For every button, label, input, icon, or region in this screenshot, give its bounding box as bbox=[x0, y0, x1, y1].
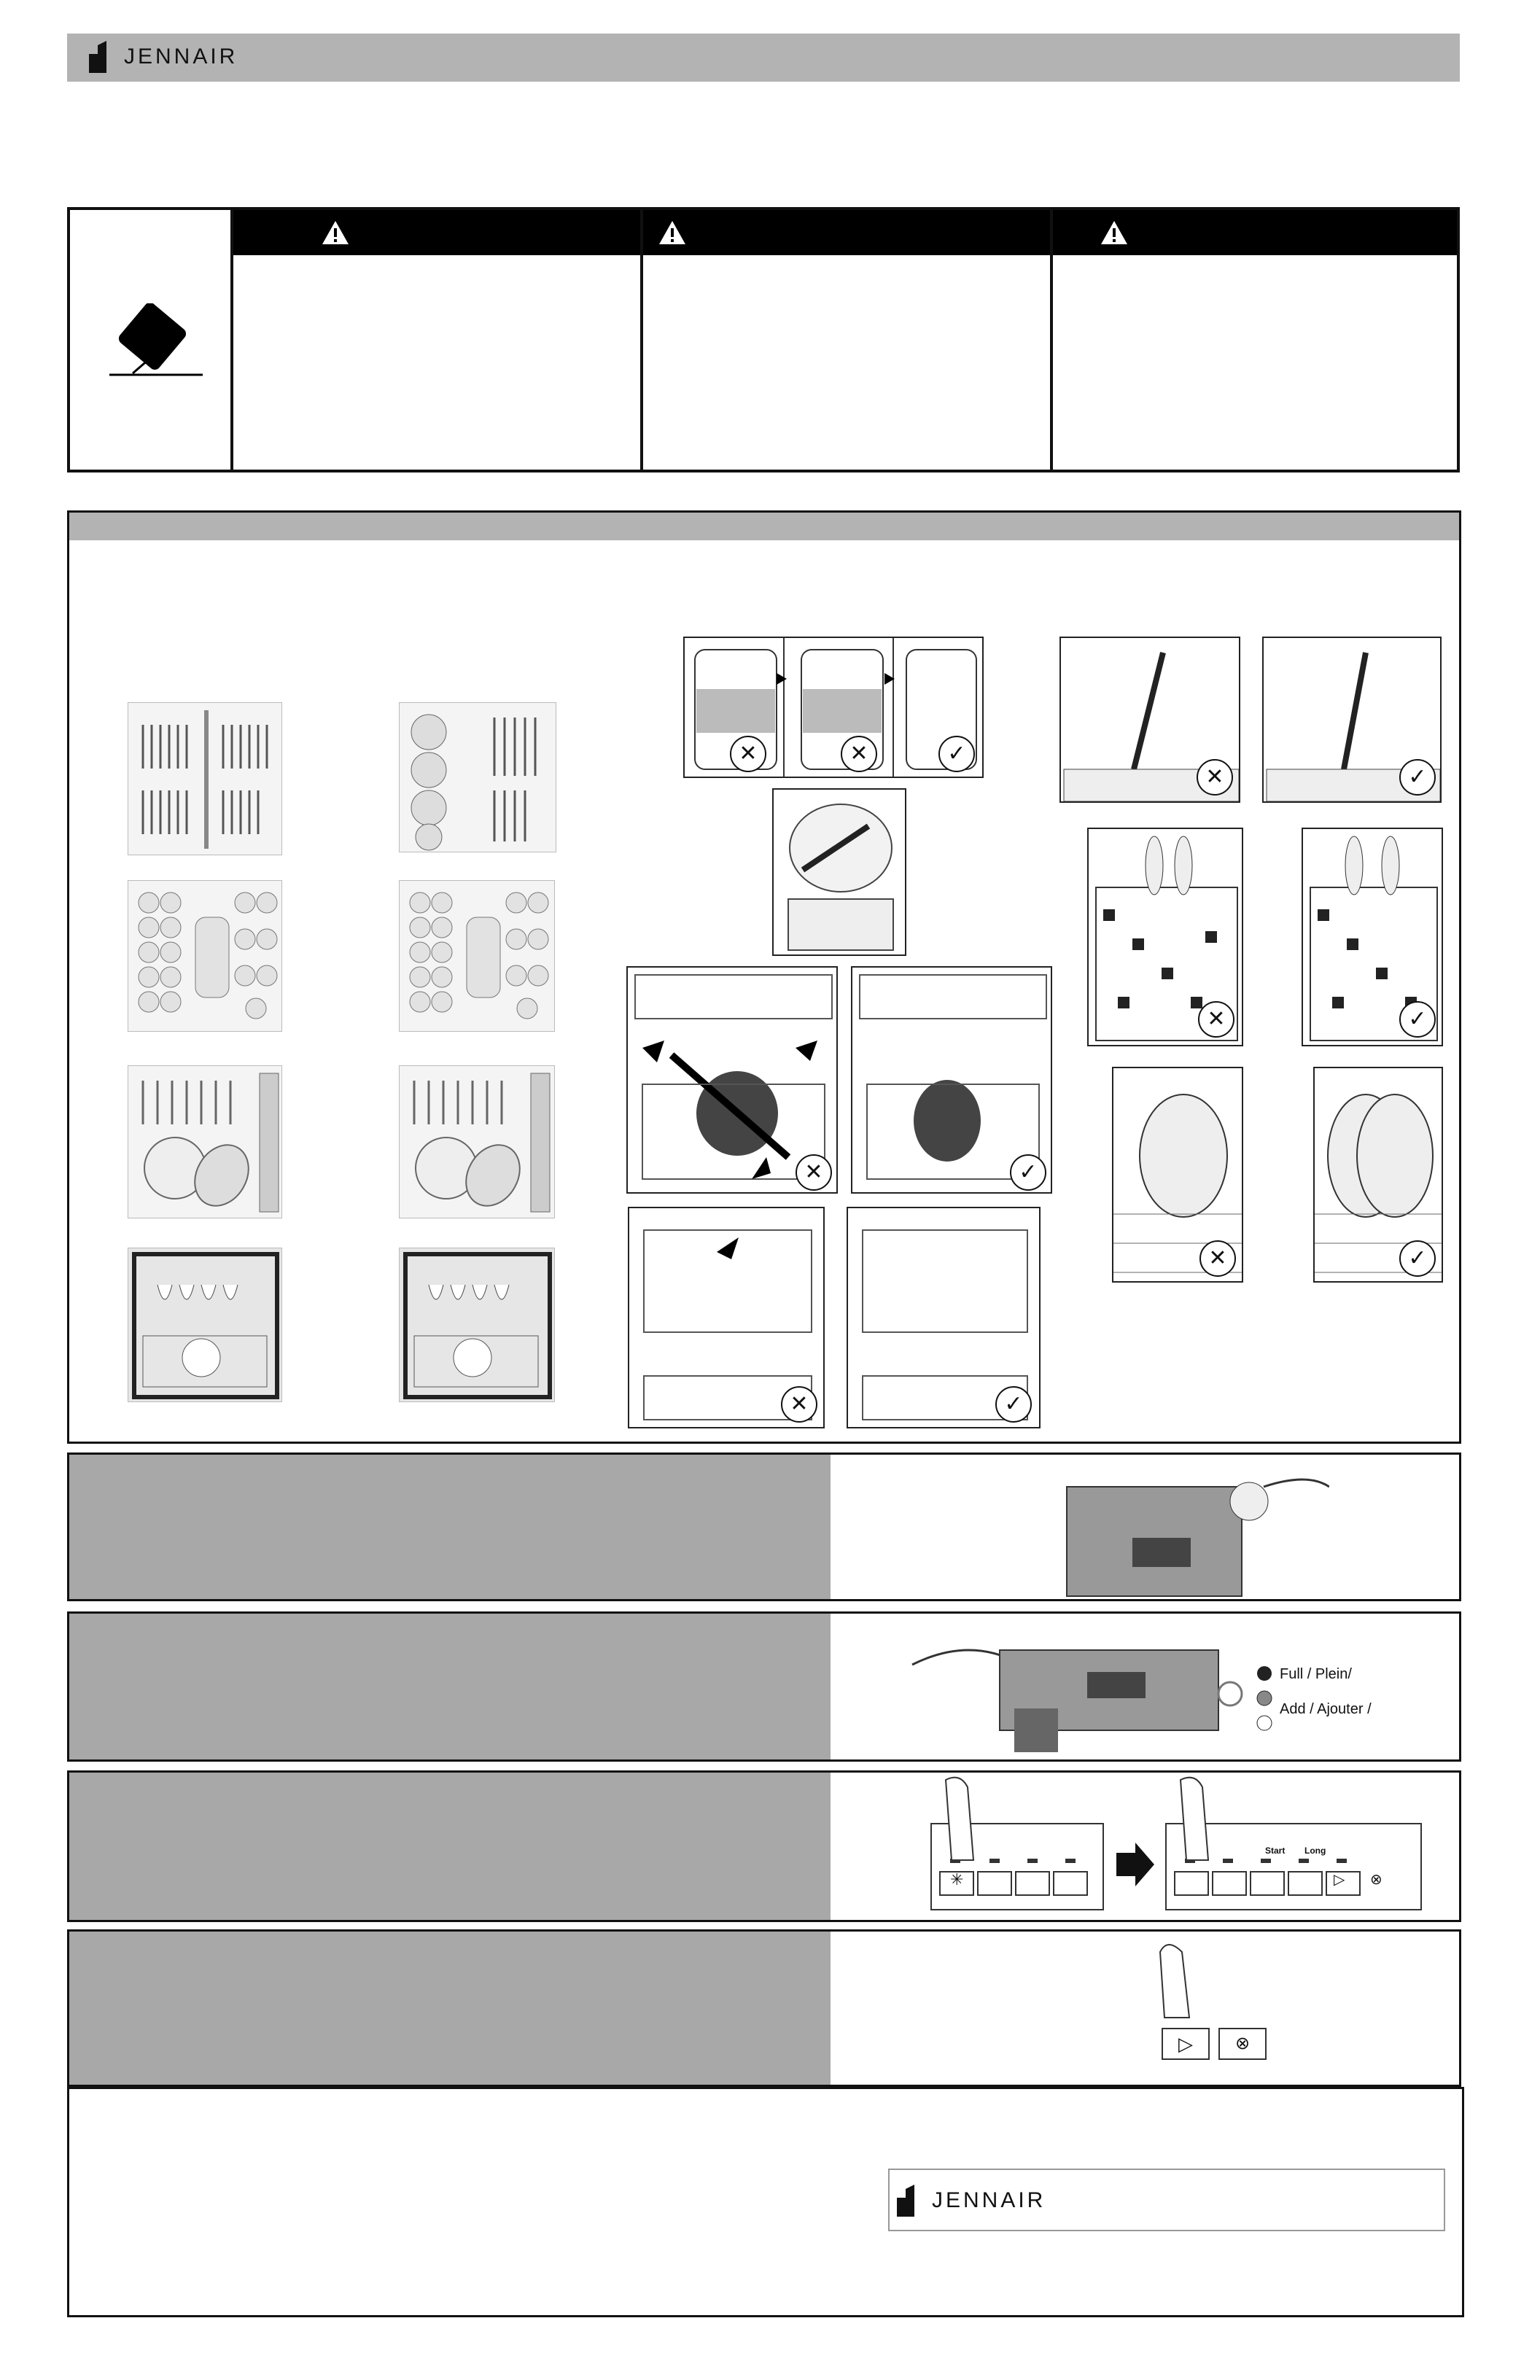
cross-mark-icon: ✕ bbox=[730, 736, 766, 772]
cross-mark-icon: ✕ bbox=[781, 1386, 817, 1423]
warning-icon-cell bbox=[70, 210, 233, 470]
rack-tall-item-right bbox=[851, 966, 1052, 1194]
check-mark-icon: ✓ bbox=[1399, 1001, 1436, 1038]
step-2-rinse-aid bbox=[67, 1611, 1461, 1762]
rack-tall-item-wrong bbox=[626, 966, 838, 1194]
footer-logo-box bbox=[888, 2169, 1445, 2231]
check-mark-icon: ✓ bbox=[1399, 1240, 1436, 1277]
basket-knife-image bbox=[772, 788, 906, 956]
footer-brand-logo bbox=[895, 2183, 1046, 2218]
start-option-label: Start bbox=[1265, 1846, 1286, 1856]
cross-mark-icon: ✕ bbox=[1199, 1240, 1236, 1277]
start-button-symbol: ▷ bbox=[1334, 1872, 1345, 1888]
warning-column-1 bbox=[233, 210, 643, 470]
check-mark-icon: ✓ bbox=[938, 736, 975, 772]
step-2-text-area bbox=[69, 1614, 831, 1759]
detergent-pod-icon bbox=[96, 303, 206, 384]
plates-wrong bbox=[1112, 1067, 1243, 1283]
brand-mark-icon bbox=[895, 2183, 925, 2218]
rack-image-cutlery-tray-bowls bbox=[399, 702, 556, 852]
rack-image-upper-cups-2 bbox=[399, 880, 555, 1032]
warning-table bbox=[67, 207, 1460, 472]
cross-mark-icon: ✕ bbox=[796, 1154, 832, 1191]
footer-brand-name: JENNAIR bbox=[932, 2188, 1046, 2212]
utensil-right bbox=[1262, 637, 1442, 803]
dry-option-symbol: ✳ bbox=[950, 1870, 964, 1889]
step-4-text-area bbox=[69, 1932, 831, 2085]
rack-image-full-load-1 bbox=[128, 1248, 282, 1402]
warning-triangle-icon bbox=[658, 219, 687, 246]
check-mark-icon: ✓ bbox=[1010, 1154, 1046, 1191]
rack-image-cutlery-tray bbox=[128, 702, 282, 855]
detergent-dispenser-image bbox=[1052, 1458, 1329, 1601]
warning-column-3 bbox=[1053, 210, 1457, 470]
rack-image-full-load-2 bbox=[399, 1248, 555, 1402]
loading-panel bbox=[67, 510, 1461, 1444]
rinse-full-label: Full / Plein/ bbox=[1280, 1666, 1352, 1682]
cross-mark-icon: ✕ bbox=[841, 736, 877, 772]
step-3-select-options bbox=[67, 1770, 1461, 1922]
warning-triangle-icon bbox=[321, 219, 350, 246]
brand-name: JENNAIR bbox=[124, 44, 238, 69]
long-option-label: Long bbox=[1304, 1846, 1326, 1856]
rack-image-lower-plates-2 bbox=[399, 1065, 555, 1218]
rack-image-lower-plates-1 bbox=[128, 1065, 282, 1218]
step-1-text-area bbox=[69, 1455, 831, 1599]
cancel-button[interactable]: ⊗ bbox=[1218, 2028, 1267, 2060]
upper-rack-right bbox=[847, 1207, 1041, 1428]
warning-header-3 bbox=[1053, 210, 1457, 255]
control-panel-sequence-image bbox=[924, 1773, 1427, 1918]
loading-panel-header bbox=[69, 513, 1459, 540]
jar-label-sequence bbox=[683, 637, 984, 778]
rack-image-upper-cups-1 bbox=[128, 880, 282, 1032]
brand-mark-icon bbox=[88, 39, 117, 74]
brand-logo bbox=[88, 39, 238, 74]
rinse-aid-dispenser-image bbox=[905, 1621, 1248, 1757]
rinse-indicator-lights-icon bbox=[1256, 1665, 1272, 1732]
check-mark-icon: ✓ bbox=[1399, 759, 1436, 796]
warning-header-1 bbox=[233, 210, 640, 255]
cross-mark-icon: ✕ bbox=[1197, 759, 1233, 796]
rinse-add-label: Add / Ajouter / bbox=[1280, 1701, 1372, 1717]
plates-right bbox=[1313, 1067, 1443, 1283]
basket-spoons-wrong bbox=[1087, 828, 1243, 1046]
warning-column-2 bbox=[643, 210, 1053, 470]
step-3-text-area bbox=[69, 1773, 831, 1920]
header-bar bbox=[67, 34, 1460, 82]
rinse-indicator-ring-icon bbox=[1216, 1679, 1245, 1708]
step-1-add-detergent bbox=[67, 1452, 1461, 1601]
check-mark-icon: ✓ bbox=[995, 1386, 1032, 1423]
cross-mark-icon: ✕ bbox=[1198, 1001, 1234, 1038]
upper-rack-wrong bbox=[628, 1207, 825, 1428]
hand-pointer-icon bbox=[1146, 1937, 1211, 2025]
warning-triangle-icon bbox=[1100, 219, 1129, 246]
basket-spoons-right bbox=[1302, 828, 1443, 1046]
step-4-start bbox=[67, 1929, 1461, 2087]
cancel-button-symbol: ⊗ bbox=[1370, 1872, 1382, 1888]
warning-header-2 bbox=[643, 210, 1050, 255]
utensil-wrong bbox=[1059, 637, 1240, 803]
start-button[interactable]: ▷ bbox=[1162, 2028, 1210, 2060]
